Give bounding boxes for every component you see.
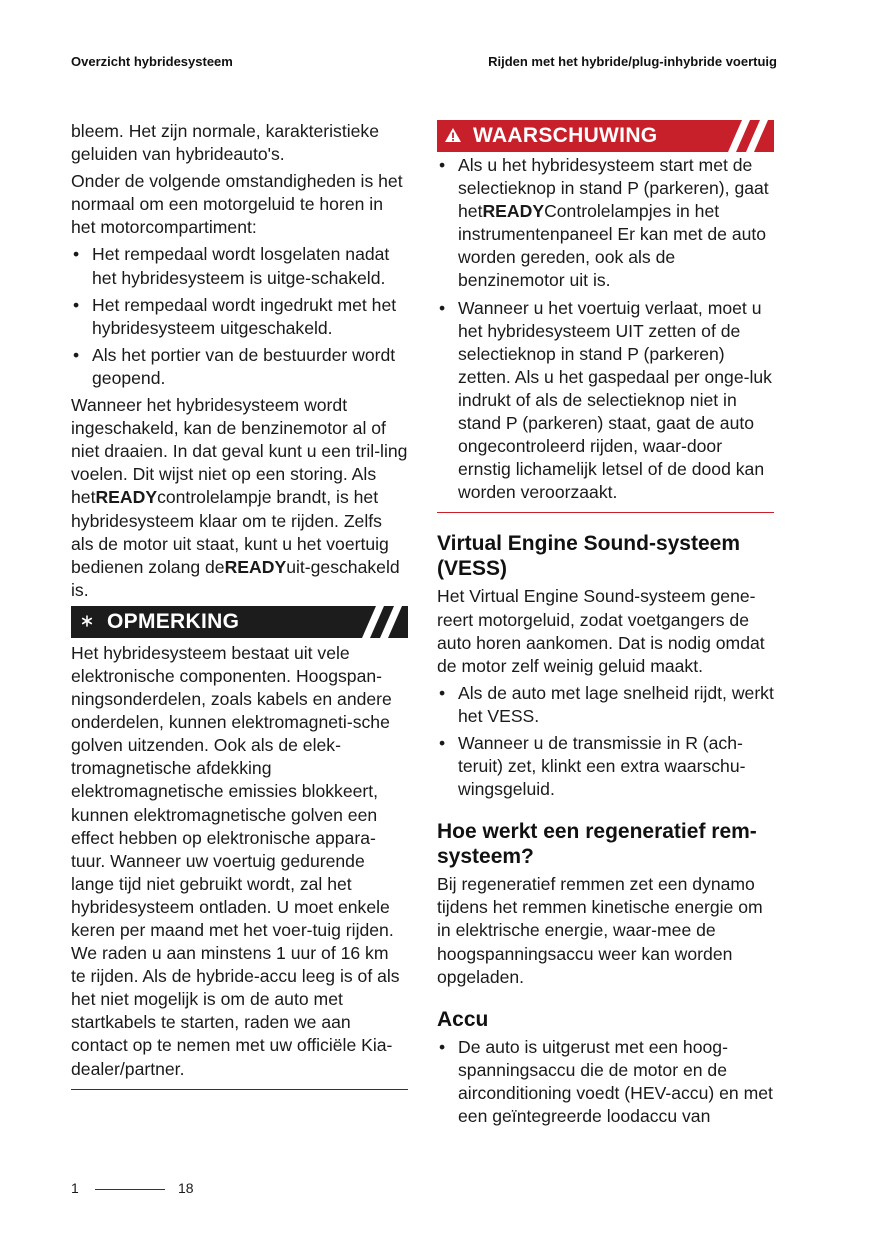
text-segment: controlelampje brandt, is het hybridesysteem klaar om te rijden. Zelfs als de motor uit staat, kunt u het voertuig bedienen zolang de — [71, 487, 389, 577]
running-header-left: Overzicht hybridesysteem — [71, 54, 233, 69]
footer-rule — [95, 1189, 165, 1190]
text-segment: uit-geschakeld is. — [71, 556, 400, 600]
section-heading-vess: Virtual Engine Sound-systeem (VESS) — [437, 532, 741, 581]
chapter-number: 1 — [71, 1180, 79, 1196]
note-end-rule — [71, 1089, 408, 1090]
section-heading-regen: Hoe werkt een regeneratief rem-systeem? — [437, 820, 757, 869]
warning-list — [437, 154, 774, 504]
paragraph-ready — [71, 394, 408, 602]
paragraph-vess: Het Virtual Engine Sound-systeem gene-reert motorgeluid, zodat voetgangers de auto horen aankomen. Dat is nodig omdat de motor zelf weinig geluid maakt. — [437, 586, 765, 676]
list-item: • Als het portier van de bestuurder wordt geopend. — [71, 344, 408, 390]
list-item: • De auto is uitgerust met een hoog-spanningsaccu die de motor en de airconditioning voedt (HEV-accu) en met een geïntegreerde loodaccu van — [437, 1036, 774, 1128]
paragraph-continuation: bleem. Het zijn normale, karakteristieke geluiden van hybrideauto's. — [71, 121, 380, 165]
list-item — [437, 154, 774, 293]
note-title: OPMERKING — [107, 609, 240, 633]
list-item: • Wanneer u de transmissie in R (ach-teruit) zet, klinkt een extra waarschu-wingsgeluid. — [437, 732, 774, 801]
text-segment: Wanneer het hybridesysteem wordt ingeschakeld, kan de benzinemotor al of niet draaien. In dat geval kunt u een tril-ling voelen. Dit wijst niet op een storing. Als het — [71, 395, 408, 508]
conditions-list — [71, 243, 408, 390]
list-item: • Wanneer u het voertuig verlaat, moet u het hybridesysteem UIT zetten of de selectieknop in stand P (parkeren) zetten. Als u het gaspedaal per onge-luk indrukt of als de selectieknop niet in stand P (parkeren) staat, gaat de auto ongecontroleerd rijden, waar-door ernstig lichamelijk letsel of de dood kan worden veroorzaakt. — [437, 297, 774, 505]
list-item: • Als de auto met lage snelheid rijdt, werkt het VESS. — [437, 682, 774, 728]
warning-banner — [437, 120, 774, 152]
ready-label: READY — [224, 556, 287, 577]
ready-label: READY — [482, 201, 545, 222]
note-text: Het hybridesysteem bestaat uit vele elektronische componenten. Hoogspan-ningsonderdelen, zoals kabels en andere onderdelen, kunnen elektromagneti-sche golven uitzenden. Ook als de elek-tromagnetische afdekking elektromagnetische emissies blokkeert, kunnen elektromagnetische golven een effect hebben op elektronische appara-tuur. Wanneer uw voertuig gedurende lange tijd niet gebruikt wordt, zal het hybridesysteem ontladen. U moet enkele keren per maand met het voer-tuig rijden. We raden u aan minstens 1 uur of 16 km te rijden. Als de hybride-accu leeg is of als het niet mogelijk is om de auto met startkabels te starten, raden we aan contact op te nemen met uw officiële Kia-dealer/partner. — [71, 642, 400, 1079]
note-banner — [71, 606, 408, 638]
list-item: • Het rempedaal wordt losgelaten nadat het hybridesysteem is uitge-schakeld. — [71, 243, 408, 289]
right-column — [437, 120, 774, 1132]
list-item: • Het rempedaal wordt ingedrukt met het hybridesysteem uitgeschakeld. — [71, 294, 408, 340]
banner-stripes — [714, 120, 774, 152]
warning-end-rule — [437, 512, 774, 513]
warning-triangle-icon — [444, 125, 462, 145]
left-column — [71, 120, 408, 1090]
asterisk-icon — [78, 611, 96, 631]
page-number: 18 — [178, 1180, 194, 1196]
section-heading-accu: Accu — [437, 1007, 489, 1031]
text-segment: Als u het hybridesysteem start met de selectieknop in stand P (parkeren), gaat het — [458, 155, 769, 222]
ready-label: READY — [95, 487, 158, 508]
warning-title: WAARSCHUWING — [473, 124, 658, 147]
vess-list — [437, 682, 774, 801]
paragraph-regen: Bij regeneratief remmen zet een dynamo tijdens het remmen kinetische energie om in elektrische energie, waar-mee de hoogspanningsaccu weer kan worden opgeladen. — [437, 874, 763, 987]
accu-list — [437, 1036, 774, 1128]
banner-stripes — [348, 606, 408, 638]
text-segment: Controlelampjes in het instrumentenpaneel Er kan met de auto worden gereden, ook als de benzinemotor uit is. — [458, 201, 767, 291]
paragraph-conditions-intro: Onder de volgende omstandigheden is het normaal om een motorgeluid te horen in het motorcompartiment: — [71, 171, 403, 238]
running-header-right: Rijden met het hybride/plug-inhybride voertuig — [488, 54, 777, 69]
